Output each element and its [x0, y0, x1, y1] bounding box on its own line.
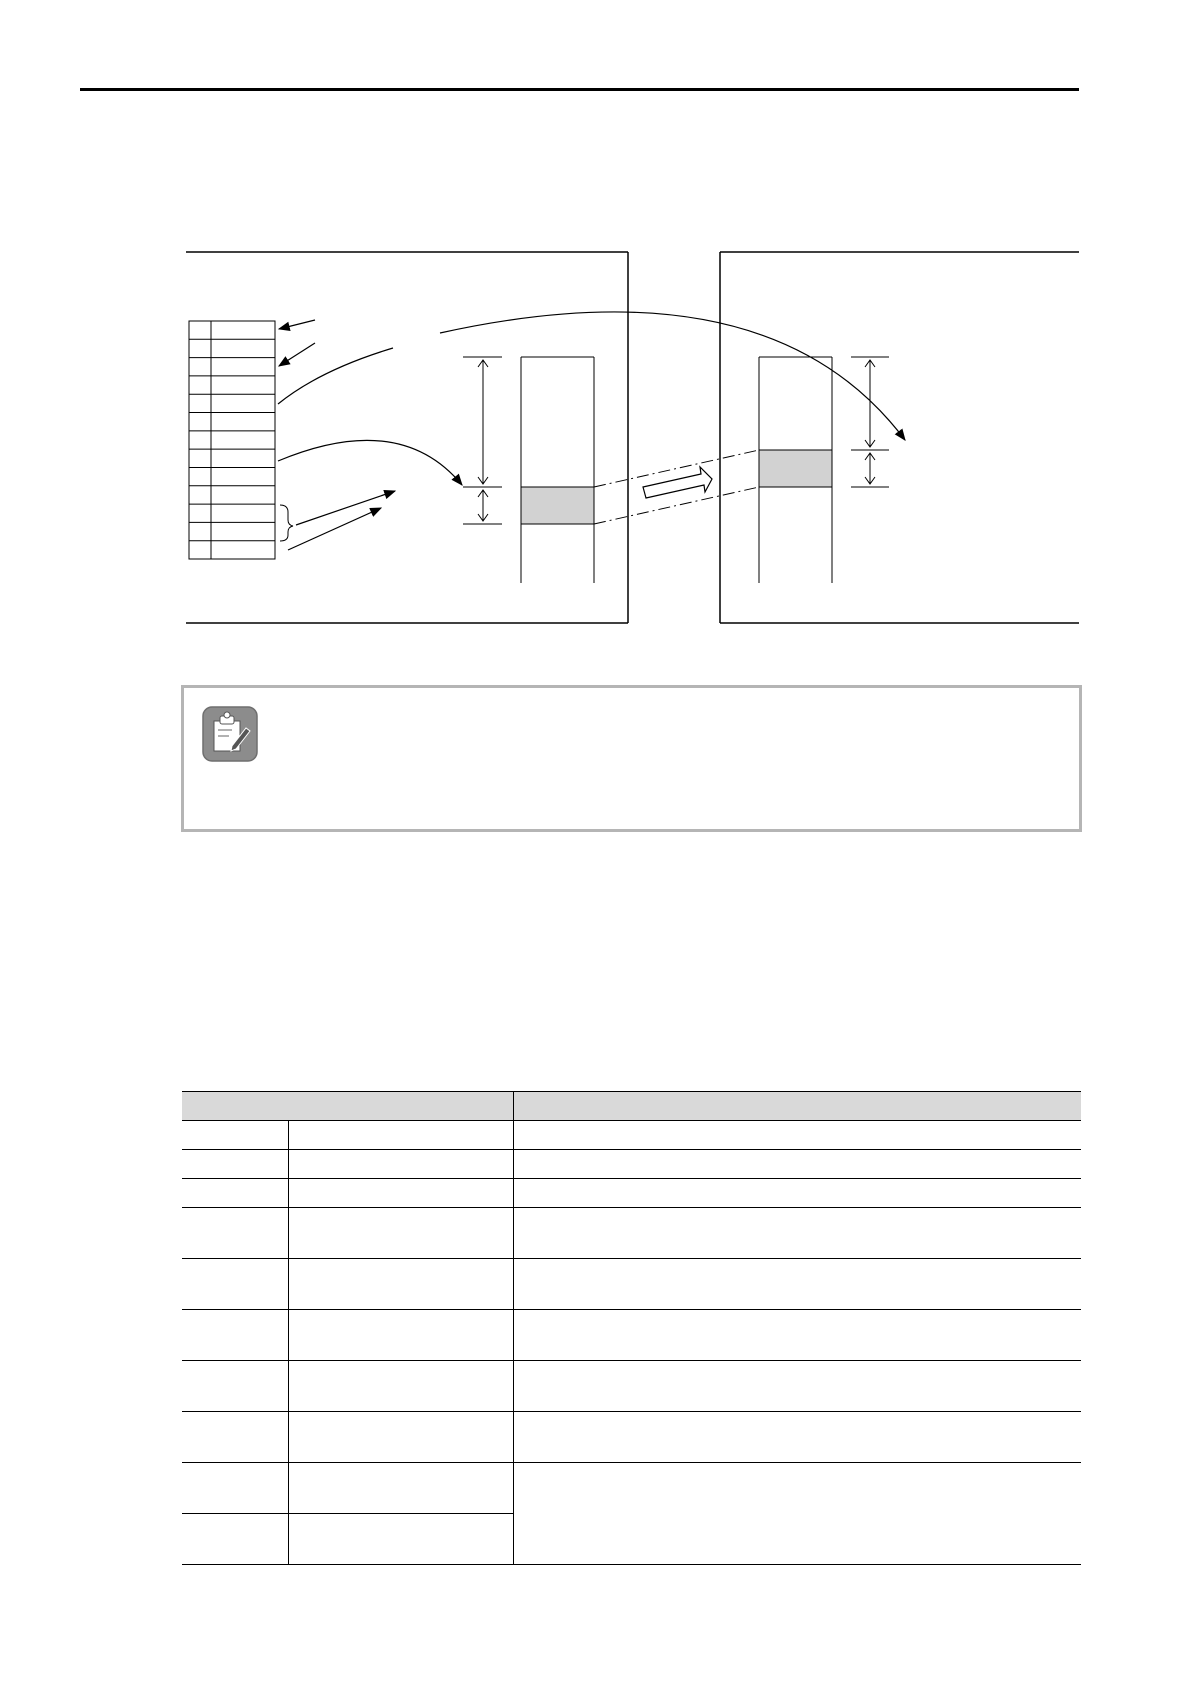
arrow-from-bracket-2: [288, 508, 381, 550]
left-panel-frame: [186, 252, 628, 623]
data-transfer-diagram: [0, 0, 1190, 660]
table-row: [182, 1310, 1081, 1361]
right-memory-column: [759, 357, 832, 583]
curve-to-left-column: [278, 440, 462, 485]
note-box: [181, 685, 1082, 832]
register-bracket: [280, 505, 293, 541]
right-panel-frame: [720, 252, 1079, 623]
table-row: [182, 1179, 1081, 1208]
left-dimension: [463, 357, 502, 524]
arc-to-right-panel: [440, 312, 905, 440]
arrow-into-row-3: [279, 343, 315, 366]
table-row: [182, 1208, 1081, 1259]
arrow-into-row-1: [279, 320, 315, 329]
register-table: [189, 321, 275, 559]
right-dimension: [851, 357, 889, 487]
right-highlight-block: [759, 450, 832, 487]
parameter-table: [182, 1091, 1081, 1565]
table-row: [182, 1361, 1081, 1412]
transfer-arrow: [643, 467, 712, 498]
table-header-2: [514, 1092, 1082, 1121]
table-header-1: [182, 1092, 514, 1121]
table-row: [182, 1150, 1081, 1179]
curve-from-row-5: [278, 348, 393, 404]
table-row: [182, 1259, 1081, 1310]
table-row: [182, 1412, 1081, 1463]
table-row: [182, 1463, 1081, 1514]
left-highlight-block: [521, 487, 594, 524]
left-memory-column: [521, 357, 594, 583]
clipboard-pencil-icon: [202, 706, 258, 762]
table-row: [182, 1121, 1081, 1150]
